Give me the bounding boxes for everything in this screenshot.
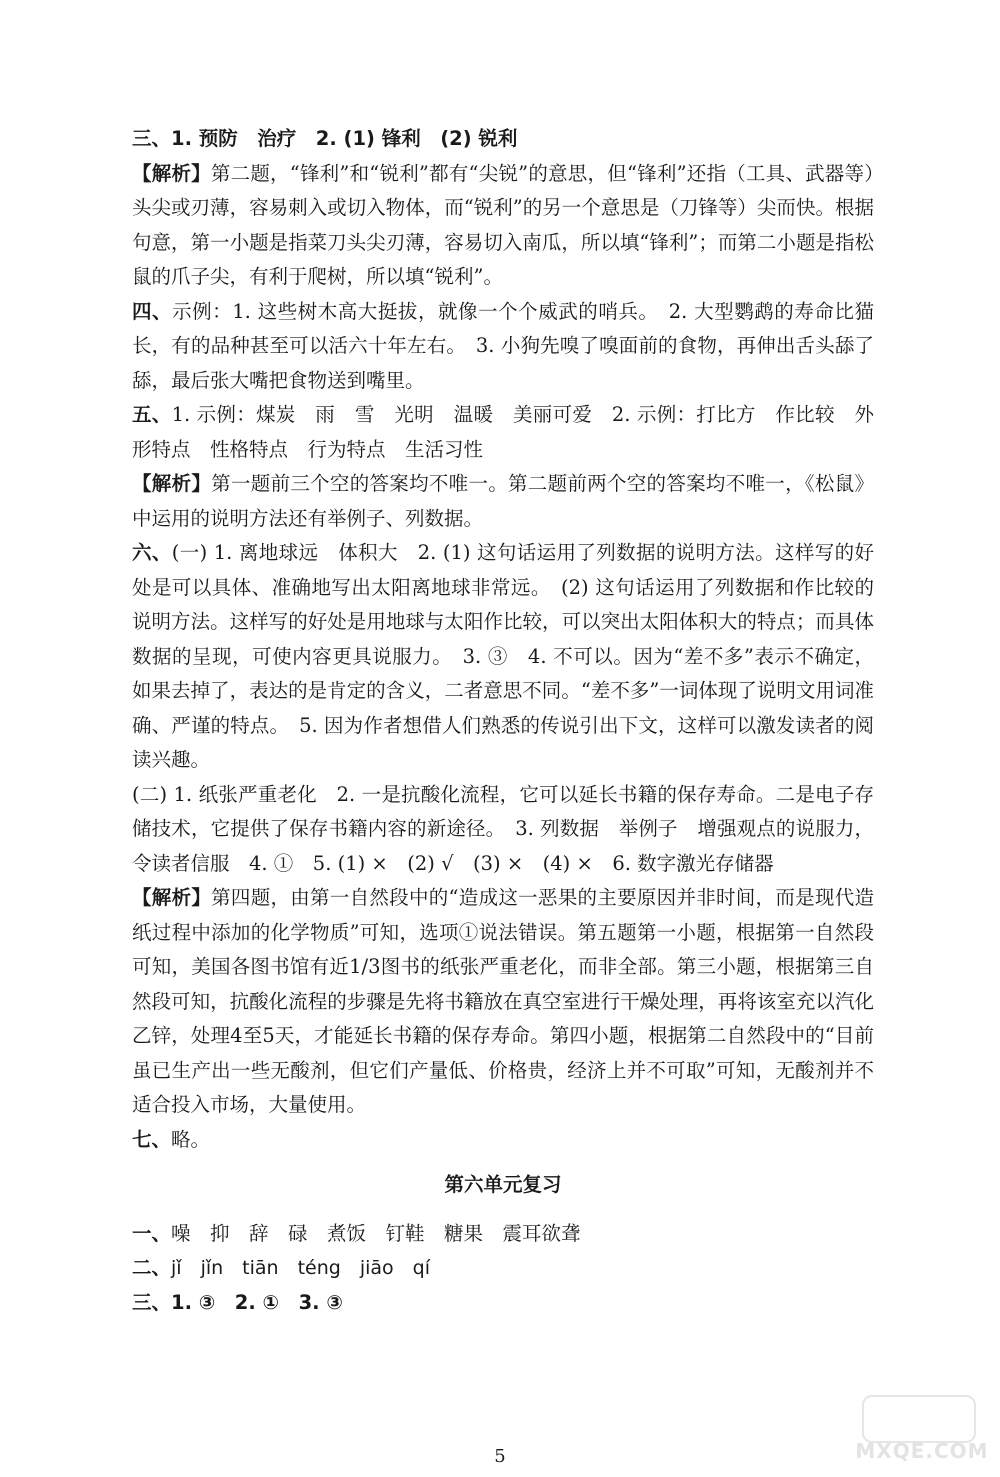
analysis-text: 第四题，由第一自然段中的“造成这一恶果的主要原因并非时间，而是现代造纸过程中添加的化学物质”可知，选项①说法错误。第五题第一小题，根据第一自然段可知，美国各图书馆有近1/3图书的纸张严重老化，而非全部。第三小题，根据第三自然段可知，抗酸化流程的步骤是先将书籍放在真空室进行干燥处理，再将该室充以汽化乙锌，处理4至5天，才能延长书籍的保存寿命。第四小题，根据第二自然段中的“目前虽已生产出一些无酸剂，但它们产量低、价格贵，经济上并不可取”可知，无酸剂并不适合投入市场，大量使用。 <box>132 886 874 1116</box>
section-5-answers <box>132 398 874 467</box>
analysis-text: 第二题，“锋利”和“锐利”都有“尖锐”的意思，但“锋利”还指（工具、武器等）头尖或刃薄，容易刺入或切入物体，而“锐利”的另一个意思是（刀锋等）尖而快。根据句意，第一小题是指菜刀头尖刃薄，容易切入南瓜，所以填“锋利”；而第二小题是指松鼠的爪子尖，有利于爬树，所以填“锐利”。 <box>132 161 874 288</box>
watermark-badge-icon <box>862 1395 976 1443</box>
analysis-tag: 【解析】 <box>132 472 212 495</box>
unit-6-question-3 <box>132 1286 874 1321</box>
analysis-tag: 【解析】 <box>132 161 211 185</box>
answer-page <box>132 122 874 1320</box>
section-6-part-2-answers <box>132 778 874 882</box>
section-6-part-1-answers <box>132 536 874 778</box>
analysis-text: 第一题前三个空的答案均不唯一。第二题前两个空的答案均不唯一，《松鼠》中运用的说明方法还有举例子、列数据。 <box>132 472 874 530</box>
section-3-text: 三、1. 预防 治疗 2. (1) 锋利 (2) 锐利 <box>132 127 518 150</box>
section-6-lead: 六、 <box>132 541 172 564</box>
unit-6-review-title: 第六单元复习 <box>444 1173 562 1196</box>
question-3-lead: 三、 <box>132 1290 172 1314</box>
watermark-text: MXQE.COM <box>855 1439 989 1463</box>
question-2-lead: 二、 <box>132 1256 172 1279</box>
section-6-part-1-text: (一) 1. 离地球远 体积大 2. (1) 这句话运用了列数据的说明方法。这样写的好处是可以具体、准确地写出太阳离地球非常远。 (2) 这句话运用了列数据和作比较的说明方法。这样写的好处是用地球与太阳作比较，可以突出太阳体积大的特点；而具体数据的呈现，可使内容更具说服力。 3. ③ 4. 不可以。因为“差不多”表示不确定，如果去掉了，表达的是肯定的含义，二者意思不同。“差不多”一词体现了说明文用词准确、严谨的特点。 5. 因为作者想借人们熟悉的传说引出下文，这样可以激发读者的阅读兴趣。 <box>132 541 874 771</box>
question-1-lead: 一、 <box>132 1221 172 1245</box>
section-6-part-2-text: (二) 1. 纸张严重老化 2. 一是抗酸化流程，它可以延长书籍的保存寿命。二是电子存储技术，它提供了保存书籍内容的新途径。 3. 列数据 举例子 增强观点的说服力，令读者信服 4. ① 5. (1) × (2) √ (3) × (4) × 6. 数字激光存储器 <box>132 782 874 875</box>
unit-6-question-1 <box>132 1217 874 1252</box>
page-number: 5 <box>494 1446 506 1467</box>
unit-6-question-2 <box>132 1251 874 1286</box>
section-4-text: 示例：1. 这些树木高大挺拔，就像一个个威武的哨兵。 2. 大型鹦鹉的寿命比猫长，有的品种甚至可以活六十年左右。 3. 小狗先嗅了嗅面前的食物，再伸出舌头舔了舔，最后张大嘴把食物送到嘴里。 <box>132 299 874 392</box>
question-3-text: 1. ③ 2. ① 3. ③ <box>171 1290 343 1314</box>
section-7-answers <box>132 1123 874 1158</box>
section-4-answers <box>132 295 874 399</box>
question-2-pinyin: jǐ jǐn tiān téng jiāo qí <box>171 1257 430 1279</box>
section-4-lead: 四、 <box>132 299 173 323</box>
section-5-analysis <box>132 467 874 536</box>
section-3-answers <box>132 122 874 157</box>
question-1-text: 噪 抑 辞 碌 煮饭 钉鞋 糖果 震耳欲聋 <box>171 1221 581 1245</box>
analysis-tag: 【解析】 <box>132 886 212 909</box>
section-6-analysis <box>132 881 874 1123</box>
section-3-analysis <box>132 157 874 295</box>
section-5-lead: 五、 <box>132 403 172 426</box>
section-5-text: 1. 示例：煤炭 雨 雪 光明 温暖 美丽可爱 2. 示例：打比方 作比较 外形特点 性格特点 行为特点 生活习性 <box>132 403 874 461</box>
section-7-lead: 七、 <box>132 1127 172 1151</box>
section-7-text: 略。 <box>171 1127 211 1151</box>
